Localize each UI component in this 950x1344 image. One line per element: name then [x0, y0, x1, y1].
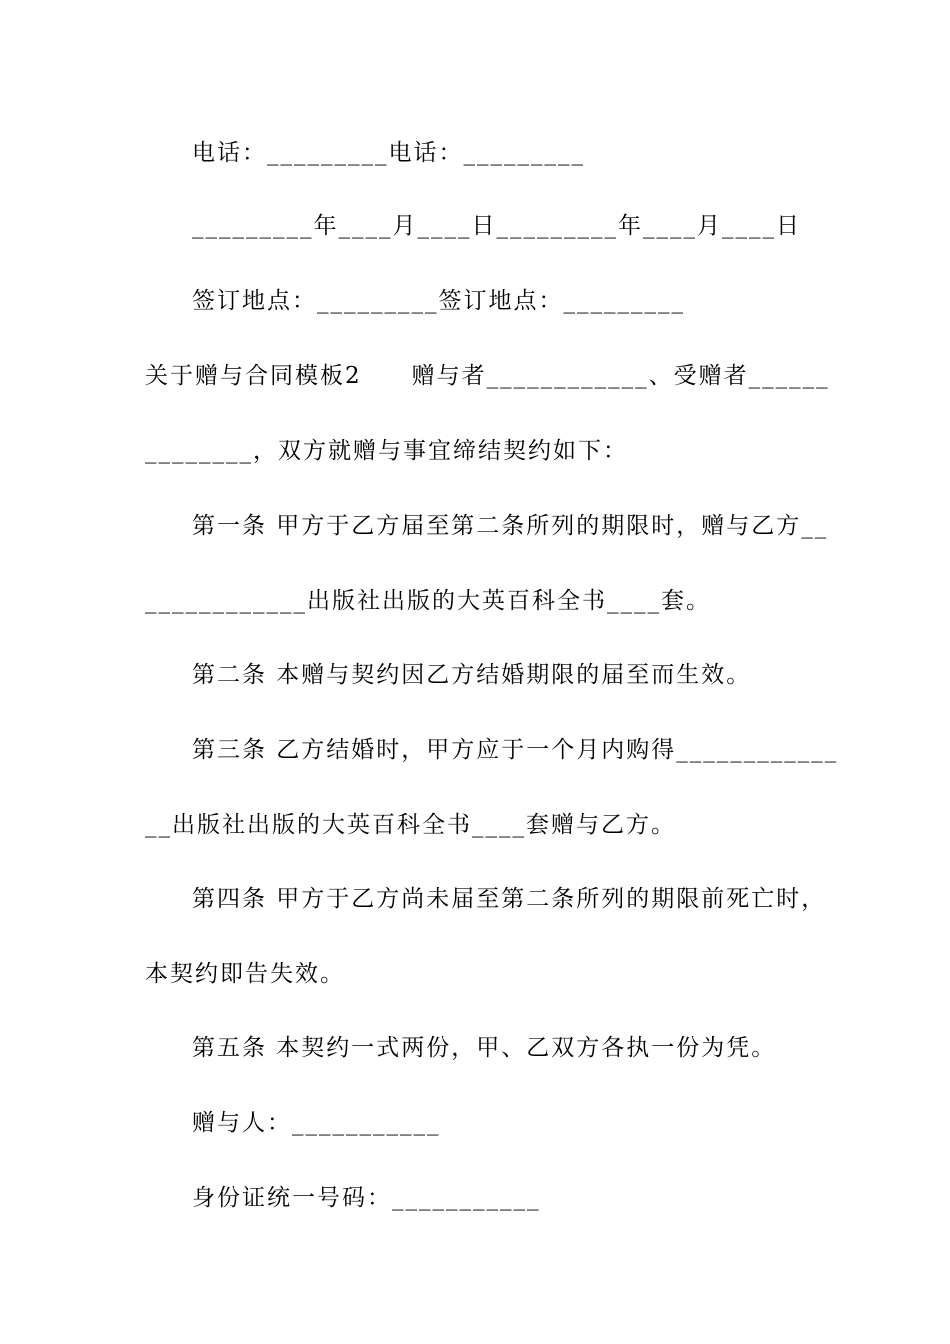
article-1-line-2: ____________出版社出版的大英百科全书____套。: [145, 588, 711, 614]
article-5: 第五条 本契约一式两份，甲、乙双方各执一份为凭。: [192, 1035, 777, 1061]
sign-location-line: 签订地点：_________签订地点：_________: [192, 288, 685, 314]
id-number-line: 身份证统一号码：___________: [192, 1185, 541, 1211]
article-4-line-1: 第四条 甲方于乙方尚未届至第二条所列的期限前死亡时，: [192, 886, 827, 912]
article-2: 第二条 本赠与契约因乙方结婚期限的届至而生效。: [192, 662, 752, 688]
donor-line: 赠与人：___________: [192, 1110, 441, 1136]
article-3-line-1: 第三条 乙方结婚时，甲方应于一个月内购得____________: [192, 737, 839, 763]
date-line: _________年____月____日_________年____月____日: [192, 213, 801, 239]
parties-line: ________，双方就赠与事宜缔结契约如下：: [145, 438, 628, 464]
phone-line: 电话：_________电话：_________: [192, 140, 585, 166]
article-3-line-2: __出版社出版的大英百科全书____套赠与乙方。: [145, 812, 676, 838]
article-4-line-2: 本契约即告失效。: [145, 961, 345, 987]
article-1-line-1: 第一条 甲方于乙方届至第二条所列的期限时，赠与乙方__: [192, 513, 829, 539]
contract-title-line: 关于赠与合同模板2 赠与者____________、受赠者______: [145, 363, 830, 389]
